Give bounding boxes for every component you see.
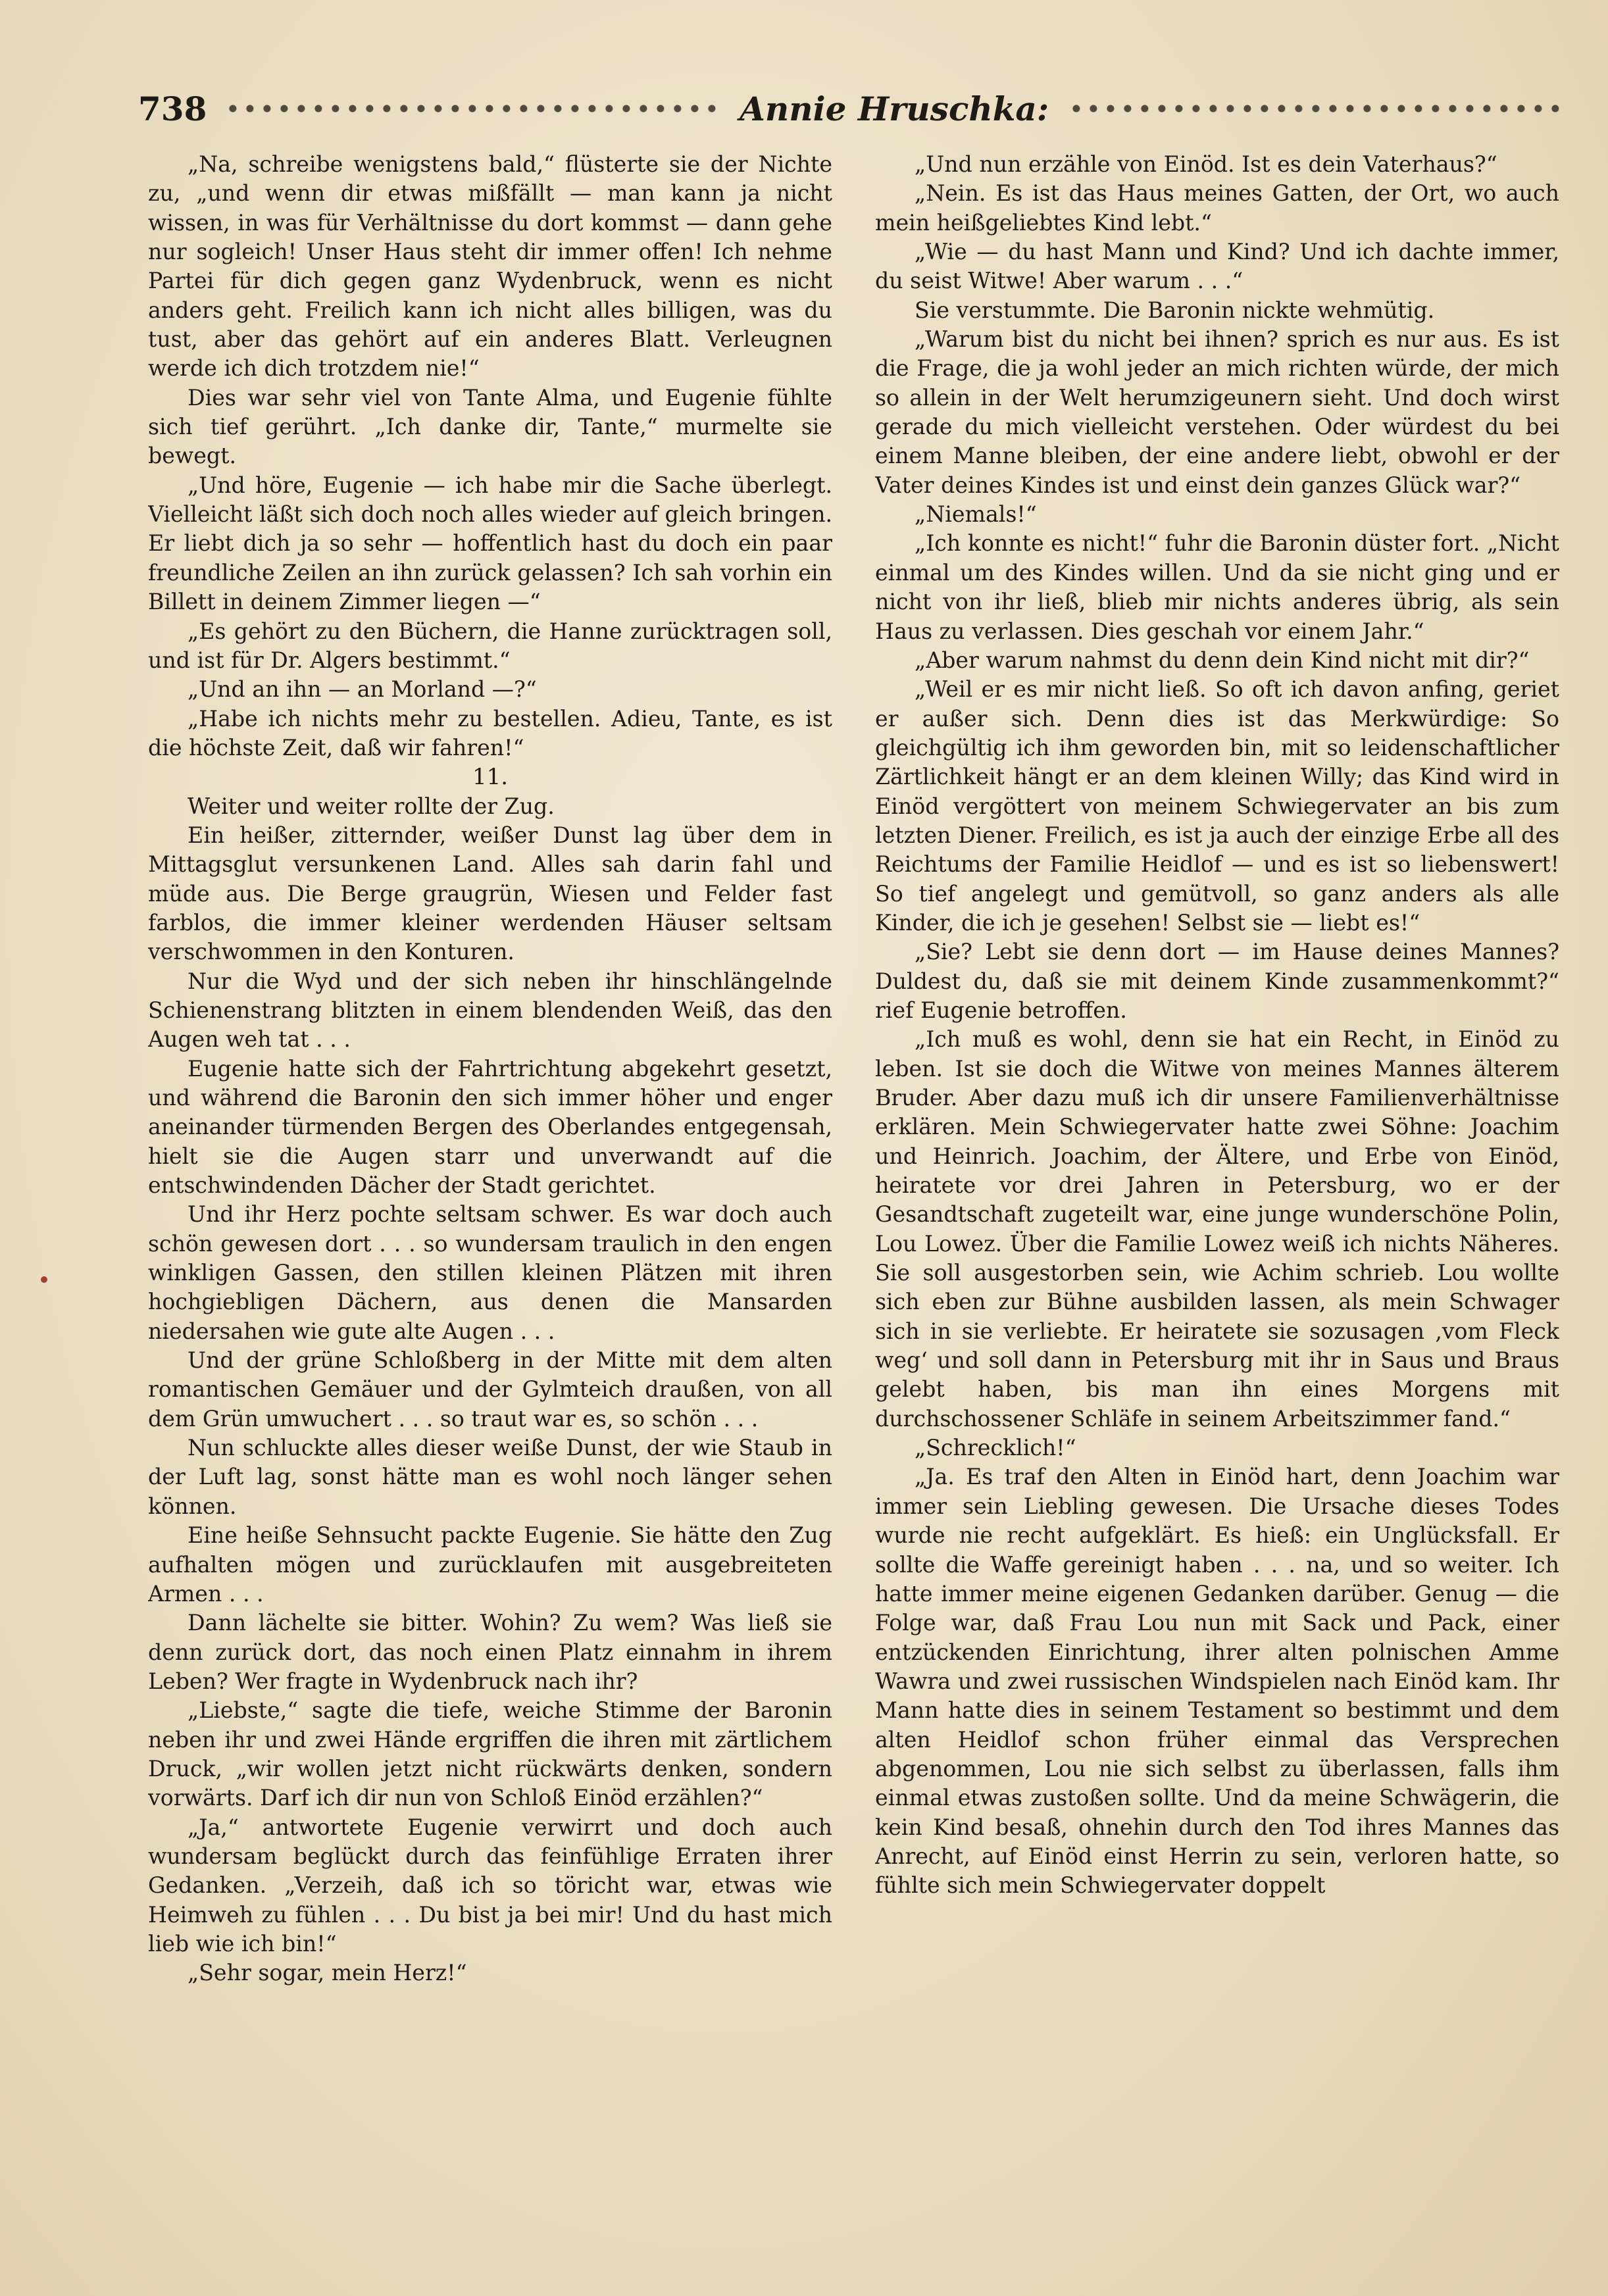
header-ornament-left <box>222 101 722 116</box>
paragraph: „Weil er es mir nicht ließ. So oft ich davon anfing, geriet er außer sich. Denn dies ist das Merkwürdige: So gleichgültig ich ihm geworden bin, mit so leidenschaftlicher Zärtlichkeit hängt er an dem kleinen Willy; das Kind wird in Einöd vergöttert von meinem Schwiegervater an bis zum letzten Diener. Freilich, es ist ja auch der einzige Erbe all des Reichtums der Familie Heidlof — und es ist so liebenswert! So tief angelegt und gemütvoll, so ganz anders als alle Kinder, die ich je gesehen! Selbst sie — liebt es!“ <box>875 676 1559 936</box>
paragraph: „Wie — du hast Mann und Kind? Und ich dachte immer, du seist Witwe! Aber warum . . .“ <box>875 239 1559 294</box>
paper-stain <box>41 1276 47 1283</box>
paragraph: „Niemals!“ <box>915 501 1037 528</box>
paragraph: „Es gehört zu den Büchern, die Hanne zurücktragen soll, und ist für Dr. Algers bestimmt.“ <box>148 618 832 673</box>
paragraph: Und ihr Herz pochte seltsam schwer. Es war doch auch schön gewesen dort . . . so wundersam traulich in den engen winkligen Gassen, den stillen kleinen Plätzen mit ihren hochgiebligen Dächern, aus denen die Mansarden niedersahen wie gute alte Augen . . . <box>148 1201 832 1344</box>
page-header <box>138 86 1566 132</box>
paragraph: „Na, schreibe wenigstens bald,“ flüsterte sie der Nichte zu, „und wenn dir etwas mißfällt — man kann ja nicht wissen, in was für Verhältnisse du dort kommst — dann gehe nur sogleich! Unser Haus steht dir immer offen! Ich nehme Partei für dich gegen ganz Wydenbruck, wenn es nicht anders geht. Freilich kann ich nicht alles billigen, was du tust, aber das gehört auf ein anderes Blatt. Verleugnen werde ich dich trotzdem nie!“ <box>148 151 832 382</box>
paragraph: Weiter und weiter rollte der Zug. <box>188 793 555 819</box>
paragraph: „Und an ihn — an Morland —?“ <box>188 676 537 703</box>
paragraph: „Nein. Es ist das Haus meines Gatten, der Ort, wo auch mein heißgeliebtes Kind lebt.“ <box>875 180 1559 236</box>
paragraph: Sie verstummte. Die Baronin nickte wehmütig. <box>915 297 1435 323</box>
running-title: Annie Hruschka: <box>740 89 1049 128</box>
page-number: 738 <box>138 89 207 128</box>
paragraph: „Ja. Es traf den Alten in Einöd hart, denn Joachim war immer sein Liebling gewesen. Die Ursache dieses Todes wurde nie recht aufgeklärt. Es hieß: ein Unglücksfall. Er sollte die Waffe gereinigt haben . . . na, und so weiter. Ich hatte immer meine eigenen Gedanken darüber. Genug — die Folge war, daß Frau Lou nun mit Sack und Pack, einer entzückenden Einrichtung, ihrer alten polnischen Amme Wawra und zwei russischen Windspielen nach Einöd kam. Ihr Mann hatte dies in seinem Testament so bestimmt und dem alten Heidlof schon früher einmal das Versprechen abgenommen, Lou nie sich selbst zu überlassen, falls ihm einmal etwas zustoßen sollte. Und da meine Schwägerin, die kein Kind besaß, ohnehin durch den Tod ihres Mannes das Anrecht, auf Einöd einst Herrin zu sein, verloren hatte, so fühlte sich mein Schwiegervater doppelt <box>875 1464 1559 1899</box>
paragraph: Nur die Wyd und der sich neben ihr hinschlängelnde Schienenstrang blitzten in einem blendenden Weiß, das den Augen weh tat . . . <box>148 968 832 1053</box>
paragraph: „Warum bist du nicht bei ihnen? sprich es nur aus. Es ist die Frage, die ja wohl jeder an mich richten würde, der mich so allein in der Welt herumzigeunern sieht. Und doch wirst gerade du mich vielleicht verstehen. Oder würdest du bei einem Manne bleiben, der eine andere liebt, obwohl er der Vater deines Kindes ist und einst dein ganzes Glück war?“ <box>875 326 1559 498</box>
paragraph: „Sie? Lebt sie denn dort — im Hause deines Mannes? Duldest du, daß sie mit deinem Kinde zusammenkommt?“ rief Eugenie betroffen. <box>875 939 1559 1023</box>
paragraph: Und der grüne Schloßberg in der Mitte mit dem alten romantischen Gemäuer und der Gylmteich draußen, von all dem Grün umwuchert . . . so traut war es, so schön . . . <box>148 1347 832 1432</box>
left-column <box>148 150 832 2255</box>
chapter-number: 11. <box>472 764 509 791</box>
paragraph: Eugenie hatte sich der Fahrtrichtung abgekehrt gesetzt, und während die Baronin den sich immer höher und enger aneinander türmenden Bergen des Oberlandes entgegensah, hielt sie die Augen starr und unverwandt auf die entschwindenden Dächer der Stadt gerichtet. <box>148 1055 832 1199</box>
paragraph: „Ja,“ antwortete Eugenie verwirrt und doch auch wundersam beglückt durch das feinfühlige Erraten ihrer Gedanken. „Verzeih, daß ich so töricht war, etwas wie Heimweh zu fühlen . . . Du bist ja bei mir! Und du hast mich lieb wie ich bin!“ <box>148 1814 832 1957</box>
paragraph: „Liebste,“ sagte die tiefe, weiche Stimme der Baronin neben ihr und zwei Hände ergriffen die ihren mit zärtlichem Druck, „wir wollen jetzt nicht rückwärts denken, sondern vorwärts. Darf ich dir nun von Schloß Einöd erzählen?“ <box>148 1697 832 1811</box>
paragraph: „Sehr sogar, mein Herz!“ <box>188 1960 467 1986</box>
paragraph: „Ich muß es wohl, denn sie hat ein Recht, in Einöd zu leben. Ist sie doch die Witwe von meines Mannes älterem Bruder. Aber dazu muß ich dir unsere Familienverhältnisse erklären. Mein Schwiegervater hatte zwei Söhne: Joachim und Heinrich. Joachim, der Ältere, und Erbe von Einöd, heiratete vor drei Jahren in Petersburg, wo er der Gesandtschaft zugeteilt war, eine junge wunderschöne Polin, Lou Lowez. Über die Familie Lowez weiß ich nichts Näheres. Sie soll ausgestorben sein, wie Achim schrieb. Lou wollte sich eben zur Bühne ausbilden lassen, als mein Schwager sich in sie verliebte. Er heiratete sie sozusagen ‚vom Fleck weg‘ und soll dann in Petersburg mit ihr in Saus und Braus gelebt haben, bis man ihn eines Morgens mit durchschossener Schläfe in seinem Arbeitszimmer fand.“ <box>875 1026 1559 1432</box>
header-ornament-right <box>1066 101 1566 116</box>
paragraph: Ein heißer, zitternder, weißer Dunst lag über dem in Mittagsglut versunkenen Land. Alles sah darin fahl und müde aus. Die Berge graugrün, Wiesen und Felder fast farblos, die immer kleiner werdenden Häuser seltsam verschwommen in den Konturen. <box>148 822 832 965</box>
paragraph: „Schrecklich!“ <box>915 1435 1076 1461</box>
paragraph: Eine heiße Sehnsucht packte Eugenie. Sie hätte den Zug aufhalten mögen und zurücklaufen mit ausgebreiteten Armen . . . <box>148 1522 832 1607</box>
paragraph: „Ich konnte es nicht!“ fuhr die Baronin düster fort. „Nicht einmal um des Kindes willen. Und da sie nicht ging und er nicht von ihr ließ, blieb mir nichts anderes übrig, als sein Haus zu verlassen. Dies geschah vor einem Jahr.“ <box>875 530 1559 644</box>
paragraph: „Aber warum nahmst du denn dein Kind nicht mit dir?“ <box>915 647 1530 673</box>
paragraph: Dann lächelte sie bitter. Wohin? Zu wem? Was ließ sie denn zurück dort, das noch einen Platz einnahm in ihrem Leben? Wer fragte in Wydenbruck nach ihr? <box>148 1610 832 1694</box>
right-column <box>875 150 1559 2255</box>
paragraph: „Habe ich nichts mehr zu bestellen. Adieu, Tante, es ist die höchste Zeit, daß wir fahren!“ <box>148 705 832 761</box>
paragraph: Dies war sehr viel von Tante Alma, und Eugenie fühlte sich tief gerührt. „Ich danke dir, Tante,“ murmelte sie bewegt. <box>148 384 832 469</box>
paragraph: „Und nun erzähle von Einöd. Ist es dein Vaterhaus?“ <box>915 151 1497 177</box>
paragraph: „Und höre, Eugenie — ich habe mir die Sache überlegt. Vielleicht läßt sich doch noch alles wieder auf gleich bringen. Er liebt dich ja so sehr — hoffentlich hast du doch ein paar freundliche Zeilen an ihn zurück gelassen? Ich sah vorhin ein Billett in deinem Zimmer liegen —“ <box>148 472 832 615</box>
paragraph: Nun schluckte alles dieser weiße Dunst, der wie Staub in der Luft lag, sonst hätte man es wohl noch länger sehen können. <box>148 1435 832 1519</box>
